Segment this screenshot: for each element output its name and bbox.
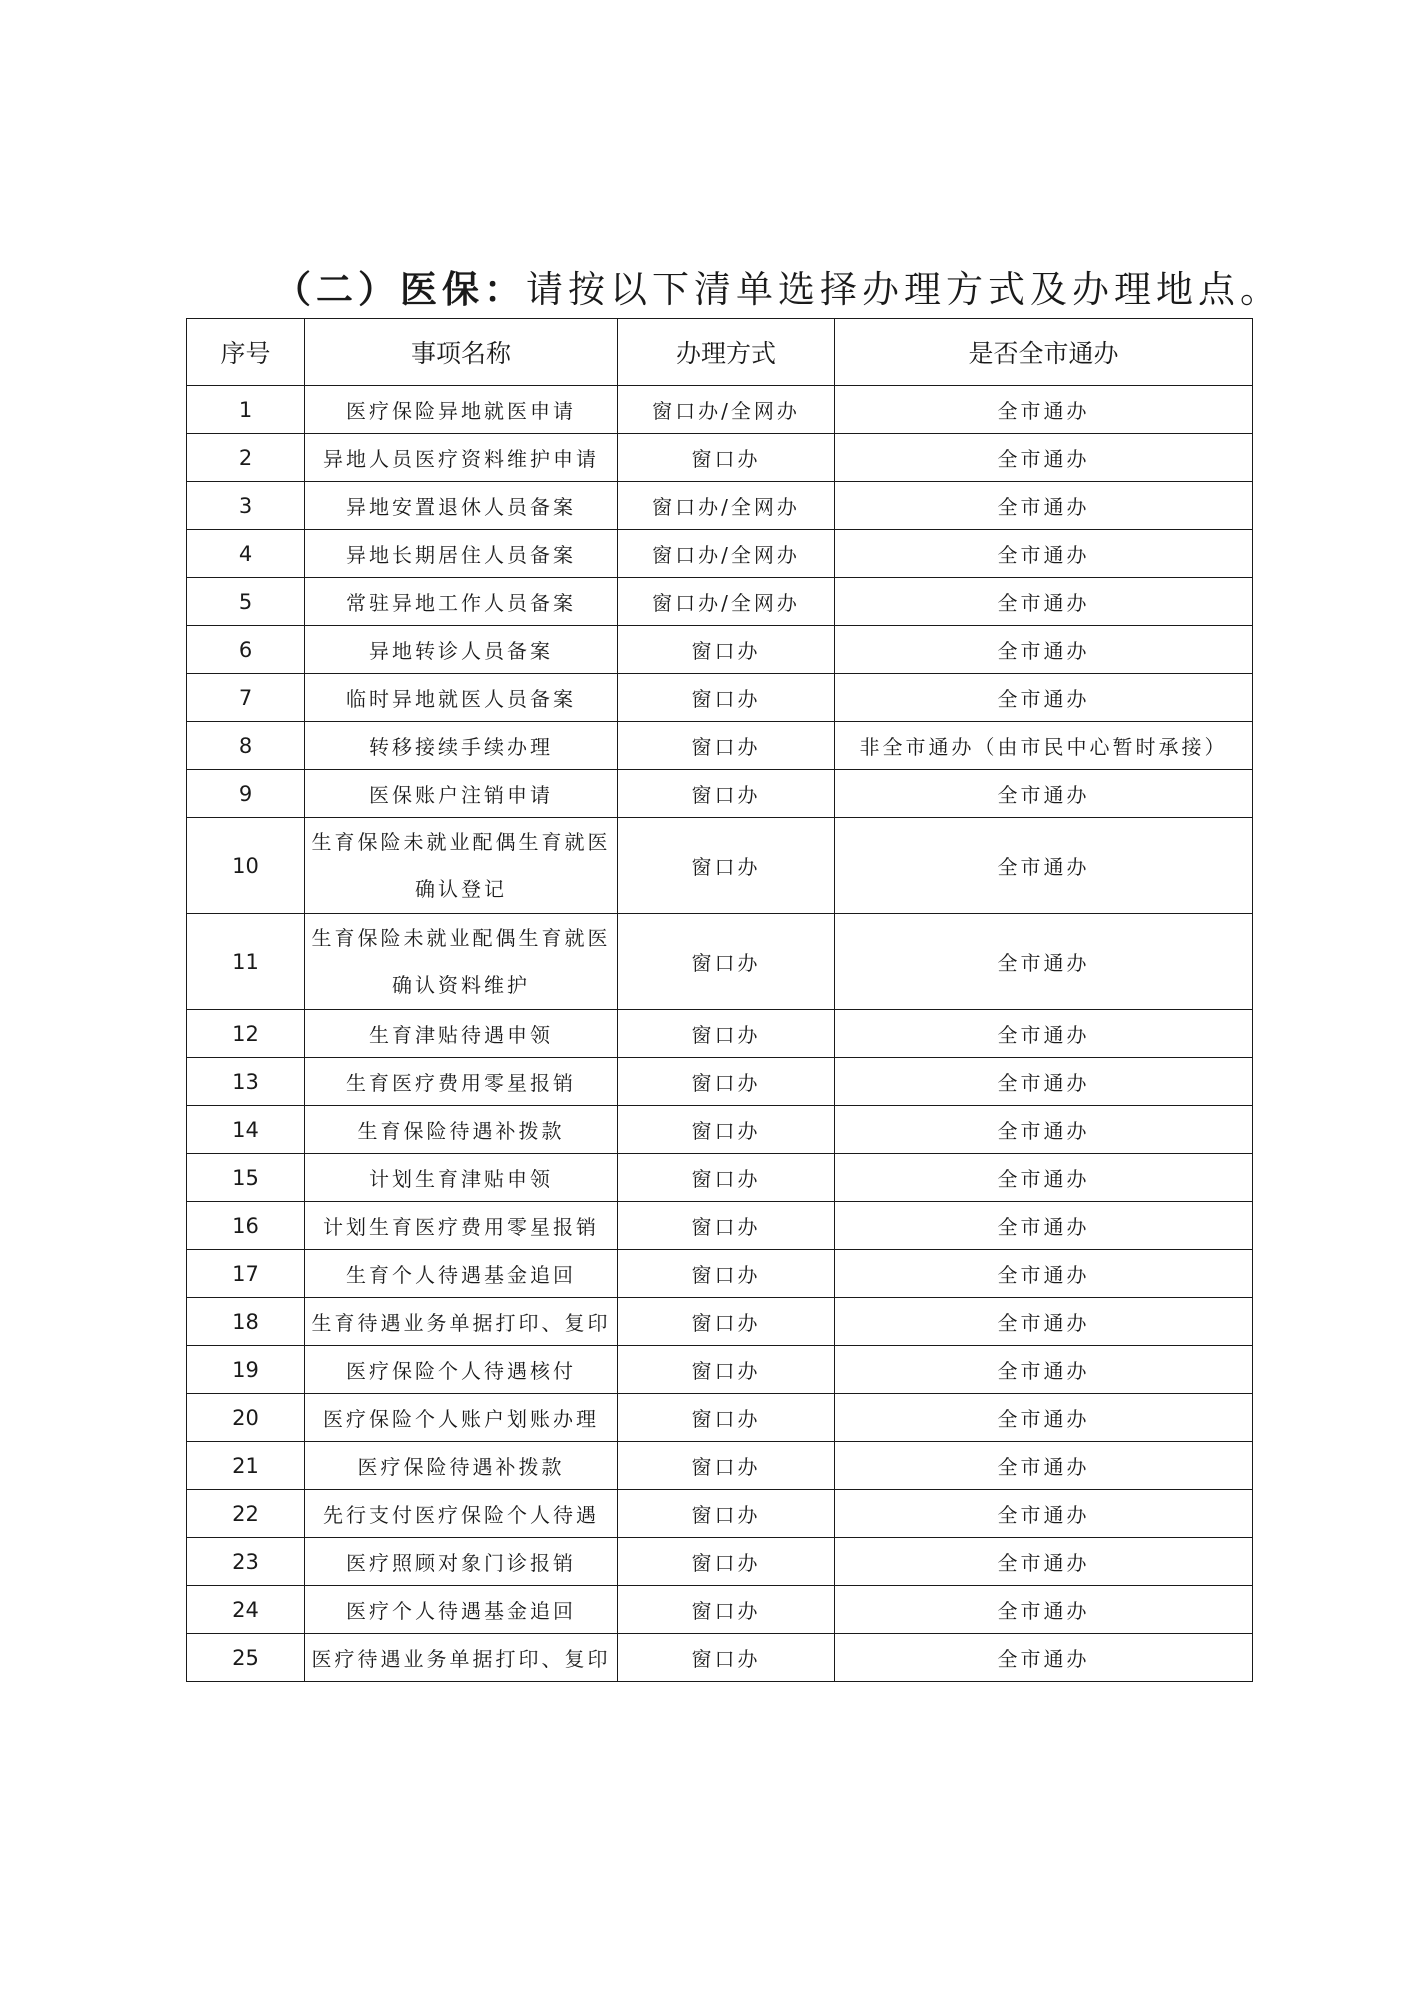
row-citywide: 全市通办 [835, 674, 1253, 722]
row-citywide: 全市通办 [835, 626, 1253, 674]
row-number: 6 [187, 626, 305, 674]
row-number: 25 [187, 1634, 305, 1682]
row-number: 9 [187, 770, 305, 818]
row-citywide: 全市通办 [835, 1442, 1253, 1490]
row-method: 窗口办/全网办 [618, 386, 835, 434]
row-method: 窗口办 [618, 1490, 835, 1538]
row-citywide: 全市通办 [835, 434, 1253, 482]
row-citywide: 全市通办 [835, 1346, 1253, 1394]
table-row [187, 1538, 1253, 1586]
table-row [187, 626, 1253, 674]
heading-instruction: 请按以下清单选择办理方式及办理地点。 [526, 268, 1282, 311]
table-row [187, 1202, 1253, 1250]
row-method: 窗口办 [618, 1202, 835, 1250]
row-citywide: 全市通办 [835, 1010, 1253, 1058]
row-method: 窗口办 [618, 434, 835, 482]
table-row [187, 1586, 1253, 1634]
row-method: 窗口办 [618, 818, 835, 914]
row-item-name: 先行支付医疗保险个人待遇 [305, 1490, 618, 1538]
row-number: 20 [187, 1394, 305, 1442]
row-number: 3 [187, 482, 305, 530]
header-method: 办理方式 [618, 319, 835, 386]
row-number: 7 [187, 674, 305, 722]
row-citywide: 全市通办 [835, 1298, 1253, 1346]
row-number: 14 [187, 1106, 305, 1154]
row-method: 窗口办 [618, 770, 835, 818]
table-row [187, 1490, 1253, 1538]
row-citywide: 全市通办 [835, 578, 1253, 626]
row-citywide: 全市通办 [835, 1586, 1253, 1634]
row-citywide: 全市通办 [835, 386, 1253, 434]
table-row [187, 1634, 1253, 1682]
row-number: 13 [187, 1058, 305, 1106]
row-number: 22 [187, 1490, 305, 1538]
row-method: 窗口办 [618, 722, 835, 770]
row-method: 窗口办 [618, 674, 835, 722]
row-number: 16 [187, 1202, 305, 1250]
row-method: 窗口办 [618, 1346, 835, 1394]
row-method: 窗口办/全网办 [618, 578, 835, 626]
header-no: 序号 [187, 319, 305, 386]
row-citywide: 全市通办 [835, 1394, 1253, 1442]
row-item-name: 医疗保险异地就医申请 [305, 386, 618, 434]
row-citywide: 全市通办 [835, 1202, 1253, 1250]
row-number: 12 [187, 1010, 305, 1058]
row-method: 窗口办 [618, 1634, 835, 1682]
table-row [187, 1442, 1253, 1490]
row-number: 19 [187, 1346, 305, 1394]
row-method: 窗口办 [618, 1538, 835, 1586]
table-row [187, 1154, 1253, 1202]
row-method: 窗口办 [618, 1394, 835, 1442]
row-number: 15 [187, 1154, 305, 1202]
row-citywide: 全市通办 [835, 1154, 1253, 1202]
row-number: 8 [187, 722, 305, 770]
row-number: 5 [187, 578, 305, 626]
table-row [187, 482, 1253, 530]
row-item-name: 临时异地就医人员备案 [305, 674, 618, 722]
table-row [187, 1058, 1253, 1106]
row-number: 2 [187, 434, 305, 482]
row-item-name: 医疗待遇业务单据打印、复印 [305, 1634, 618, 1682]
row-item-name: 医疗保险待遇补拨款 [305, 1442, 618, 1490]
table-row [187, 530, 1253, 578]
table-row [187, 914, 1253, 1010]
table-body [187, 386, 1253, 1682]
row-item-name: 生育保险待遇补拨款 [305, 1106, 618, 1154]
row-item-name: 计划生育津贴申领 [305, 1154, 618, 1202]
row-citywide: 全市通办 [835, 770, 1253, 818]
row-method: 窗口办 [618, 626, 835, 674]
row-citywide: 全市通办 [835, 482, 1253, 530]
row-citywide: 全市通办 [835, 1106, 1253, 1154]
table-row [187, 674, 1253, 722]
table-row [187, 386, 1253, 434]
section-heading [274, 262, 1282, 318]
row-citywide: 全市通办 [835, 1634, 1253, 1682]
heading-title: （二）医保： [274, 268, 526, 311]
table-row [187, 578, 1253, 626]
row-item-name: 生育保险未就业配偶生育就医确认登记 [305, 818, 618, 914]
table-row [187, 722, 1253, 770]
row-citywide: 全市通办 [835, 818, 1253, 914]
row-item-name: 转移接续手续办理 [305, 722, 618, 770]
row-number: 10 [187, 818, 305, 914]
row-method: 窗口办 [618, 1586, 835, 1634]
row-method: 窗口办 [618, 1058, 835, 1106]
table-row [187, 1010, 1253, 1058]
row-citywide: 全市通办 [835, 1490, 1253, 1538]
row-number: 18 [187, 1298, 305, 1346]
row-method: 窗口办 [618, 1106, 835, 1154]
row-citywide: 全市通办 [835, 530, 1253, 578]
row-item-name: 医疗照顾对象门诊报销 [305, 1538, 618, 1586]
row-item-name: 生育医疗费用零星报销 [305, 1058, 618, 1106]
row-method: 窗口办 [618, 914, 835, 1010]
row-number: 4 [187, 530, 305, 578]
row-method: 窗口办 [618, 1250, 835, 1298]
medical-insurance-table [186, 318, 1253, 1682]
row-item-name: 生育待遇业务单据打印、复印 [305, 1298, 618, 1346]
row-method: 窗口办 [618, 1154, 835, 1202]
row-item-name: 生育个人待遇基金追回 [305, 1250, 618, 1298]
row-item-name: 异地安置退休人员备案 [305, 482, 618, 530]
table-row [187, 434, 1253, 482]
row-item-name: 异地转诊人员备案 [305, 626, 618, 674]
row-method: 窗口办/全网办 [618, 482, 835, 530]
row-number: 24 [187, 1586, 305, 1634]
row-method: 窗口办 [618, 1298, 835, 1346]
table-row [187, 818, 1253, 914]
row-item-name: 生育津贴待遇申领 [305, 1010, 618, 1058]
row-citywide: 非全市通办（由市民中心暂时承接） [835, 722, 1253, 770]
row-item-name: 医保账户注销申请 [305, 770, 618, 818]
row-citywide: 全市通办 [835, 1538, 1253, 1586]
table-header-row [187, 319, 1253, 386]
row-method: 窗口办/全网办 [618, 530, 835, 578]
table-row [187, 1250, 1253, 1298]
row-number: 1 [187, 386, 305, 434]
row-citywide: 全市通办 [835, 914, 1253, 1010]
row-number: 17 [187, 1250, 305, 1298]
row-item-name: 医疗保险个人待遇核付 [305, 1346, 618, 1394]
row-item-name: 医疗个人待遇基金追回 [305, 1586, 618, 1634]
table-row [187, 770, 1253, 818]
row-citywide: 全市通办 [835, 1058, 1253, 1106]
row-method: 窗口办 [618, 1442, 835, 1490]
header-item-name: 事项名称 [305, 319, 618, 386]
row-item-name: 医疗保险个人账户划账办理 [305, 1394, 618, 1442]
row-item-name: 生育保险未就业配偶生育就医确认资料维护 [305, 914, 618, 1010]
row-item-name: 计划生育医疗费用零星报销 [305, 1202, 618, 1250]
header-citywide: 是否全市通办 [835, 319, 1253, 386]
row-number: 23 [187, 1538, 305, 1586]
row-citywide: 全市通办 [835, 1250, 1253, 1298]
row-method: 窗口办 [618, 1010, 835, 1058]
row-item-name: 常驻异地工作人员备案 [305, 578, 618, 626]
row-number: 11 [187, 914, 305, 1010]
row-number: 21 [187, 1442, 305, 1490]
table-row [187, 1394, 1253, 1442]
table-row [187, 1106, 1253, 1154]
table-row [187, 1298, 1253, 1346]
row-item-name: 异地人员医疗资料维护申请 [305, 434, 618, 482]
row-item-name: 异地长期居住人员备案 [305, 530, 618, 578]
table-row [187, 1346, 1253, 1394]
